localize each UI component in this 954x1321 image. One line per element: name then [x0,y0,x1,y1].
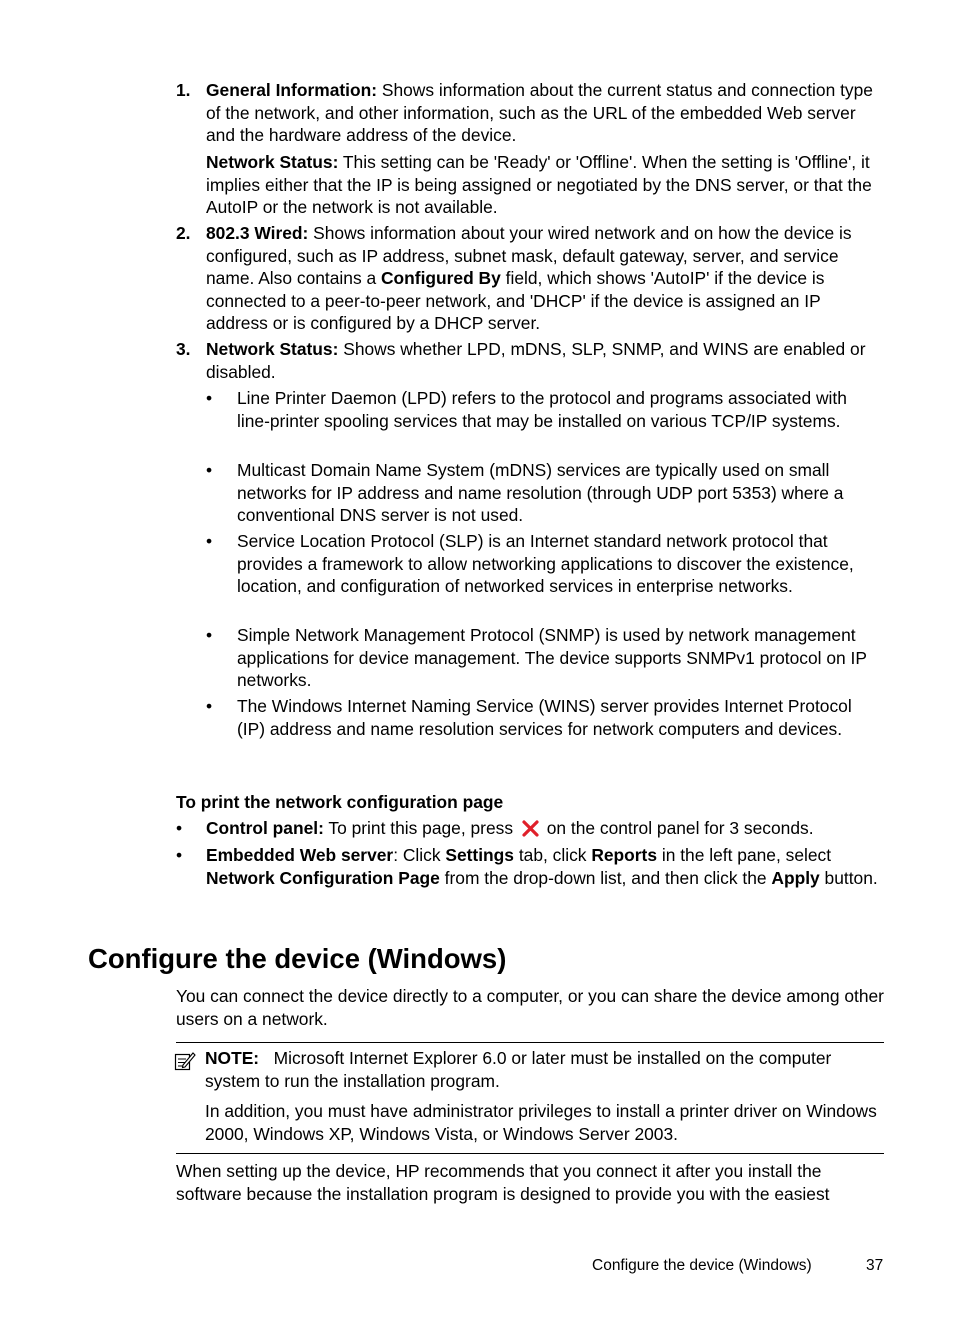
note-text [205,1047,885,1092]
control-panel-step [206,817,886,843]
item-text: Shows information about the current status and connection type of the network, and other information, such as the URL of the embedded Web server and the hardware address of the device. [206,80,873,146]
item-label: Network Status: [206,152,339,172]
item-label: General Information: [206,80,378,100]
step-text: button. [819,867,878,888]
note-text-2: In addition, you must have administrator privileges to install a printer driver on Windows 2000, Windows XP, Windows Vista, or Windows Server 2003. [205,1101,877,1144]
note-label: NOTE: [205,1048,260,1068]
item-label: Network Status: [206,339,339,359]
step-text: tab, click [513,845,592,865]
item-number: 2. [176,223,191,243]
page-number: 37 [866,1257,884,1274]
bullet-icon: • [206,388,213,408]
settings-term: Settings [445,845,514,865]
bullet-icon: • [176,845,183,865]
network-config-page-term: Network Configuration Page [206,867,440,888]
item-text: field, which shows 'AutoIP' if the device is connected to a peer-to-peer network, and 'DHCP' if the device is assigned an IP address or is configured by a DHCP server. [206,268,825,334]
cancel-x-icon [522,820,539,843]
protocol-lpd: Line Printer Daemon (LPD) refers to the protocol and programs associated with line-printer spooling services that may be installed on various TCP/IP systems. [237,388,847,431]
reports-term: Reports [591,845,658,865]
item-general-information [206,79,886,147]
item-text: Shows whether LPD, mDNS, SLP, SNMP, and WINS are enabled or disabled. [206,339,866,382]
item-number: 1. [176,80,191,100]
step-label: Embedded Web server [206,845,394,865]
item-8023-wired [206,222,886,335]
configured-by-label: Configured By [380,268,501,289]
note-pencil-icon [174,1050,196,1077]
protocol-mdns: Multicast Domain Name System (mDNS) services are typically used on small networks for IP address and name resolution (through UDP port 5353) where a conventional DNS server is not used. [237,460,844,526]
step-label: Control panel: [206,818,324,838]
embedded-web-server-step [206,844,886,889]
step-text: : Click [393,845,446,865]
step-text: on the control panel for 3 seconds. [541,818,814,838]
step-text: from the drop-down list, and then click the [439,867,772,888]
note-top-rule [176,1042,884,1043]
note-body: Microsoft Internet Explorer 6.0 or later must be installed on the computer system to run the installation program. [205,1048,832,1091]
section-heading: Configure the device (Windows) [88,943,507,974]
bullet-icon: • [206,625,213,645]
closing-paragraph: When setting up the device, HP recommends that you connect it after you install the software because the installation program is designed to provide you with the easiest [176,1161,830,1204]
network-status-subpara [206,151,886,219]
bullet-icon: • [206,696,213,716]
bullet-icon: • [206,460,213,480]
bullet-icon: • [176,818,183,838]
protocol-slp: Service Location Protocol (SLP) is an Internet standard network protocol that provides a framework to allow networking applications to discover the existence, location, and configuration of networked services in enterprise networks. [237,531,854,597]
item-network-status [206,338,886,383]
note-bottom-rule [176,1153,884,1154]
bullet-icon: • [206,531,213,551]
item-text: This setting can be 'Ready' or 'Offline'. When the setting is 'Offline', it implies either that the IP is being assigned or negotiated by the DNS server, or that the AutoIP or the network is not available. [206,152,872,218]
item-label: 802.3 Wired: [206,223,309,243]
protocol-snmp: Simple Network Management Protocol (SNMP) is used by network management applications for device management. The device supports SNMPv1 protocol on IP networks. [237,625,867,691]
step-text: To print this page, press [323,818,518,838]
step-text: in the left pane, select [657,845,832,865]
procedure-title: To print the network configuration page [176,792,504,812]
item-text: Shows information about your wired network and on how the device is configured, such as IP address, subnet mask, default gateway, server, and service name. Also contains a [206,223,852,289]
footer-title: Configure the device (Windows) [592,1257,812,1274]
protocol-wins: The Windows Internet Naming Service (WINS) server provides Internet Protocol (IP) address and name resolution services for network computers and devices. [237,696,852,739]
intro-paragraph: You can connect the device directly to a computer, or you can share the device among other users on a network. [176,986,884,1029]
item-number: 3. [176,339,191,359]
apply-term: Apply [771,867,820,888]
